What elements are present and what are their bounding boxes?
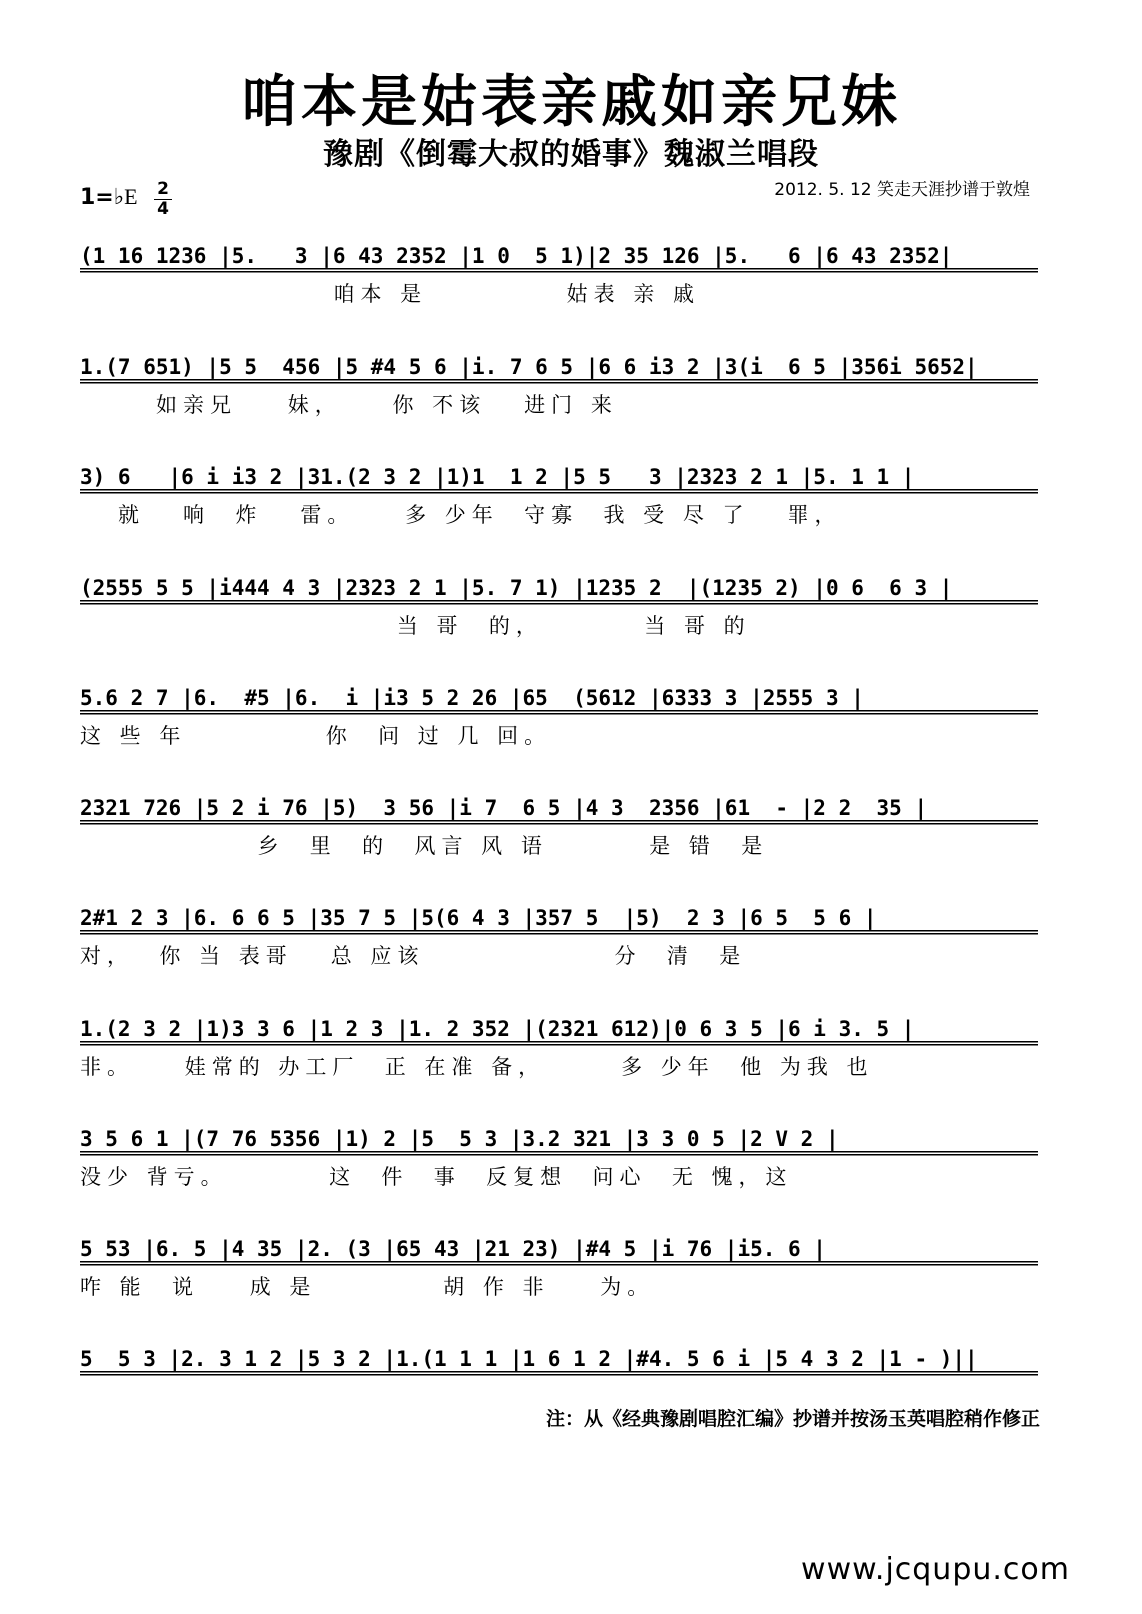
key-note: E — [124, 184, 138, 209]
score-line — [80, 787, 1038, 867]
notation-row: 3 5 6 1 |(7 76 5356 |1) 2 |5 5 3 |3.2 321 |3 3 0 5 |2 V 2 | — [80, 1118, 1038, 1160]
score-line — [80, 1008, 1038, 1088]
notation-row: 5 5 3 |2. 3 1 2 |5 3 2 |1.(1 1 1 |1 6 1 2 |#4. 5 6 i |5 4 3 2 |1 - )|| — [80, 1338, 1038, 1380]
lyric-row: 对， 你 当 表哥 总 应该 分 清 是 — [80, 944, 747, 968]
time-signature-numerator: 2 — [154, 180, 172, 200]
lyric-row: 非。 娃常的 办工厂 正 在准 备， 多 少年 他 为我 也 — [80, 1055, 874, 1079]
score-line — [80, 1228, 1038, 1308]
lyric-row: 就 响 炸 雷。 多 少年 守寡 我 受 尽 了 罪， — [80, 503, 842, 527]
lyric-row: 这 些 年 你 问 过 几 回。 — [80, 724, 552, 748]
lyric-row: 乡 里 的 风言 风 语 是 错 是 — [80, 834, 769, 858]
key-prefix: 1= — [80, 185, 114, 210]
lyric-row: 咱本 是 姑表 亲 戚 — [80, 282, 700, 306]
notation-row: (2555 5 5 |i444 4 3 |2323 2 1 |5. 7 1) |1235 2 |(1235 2) |0 6 6 3 | — [80, 567, 1038, 609]
key-flat: ♭ — [113, 184, 125, 209]
footnote: 注：从《经典豫剧唱腔汇编》抄谱并按汤玉英唱腔稍作修正 — [545, 1408, 1040, 1430]
notation-row: 5.6 2 7 |6. #5 |6. i |i3 5 2 26 |65 (5612 |6333 3 |2555 3 | — [80, 677, 1038, 719]
time-signature-denominator: 4 — [157, 199, 169, 219]
notation-row: 5 53 |6. 5 |4 35 |2. (3 |65 43 |21 23) |#4 5 |i 76 |i5. 6 | — [80, 1228, 1038, 1270]
page-subtitle: 豫剧《倒霉大叔的婚事》魏淑兰唱段 — [323, 137, 819, 172]
lyric-row: 如亲兄 妹， 你 不该 进门 来 — [80, 393, 618, 417]
notation-row: (1 16 1236 |5. 3 |6 43 2352 |1 0 5 1)|2 35 126 |5. 6 |6 43 2352| — [80, 235, 1038, 277]
score-line — [80, 456, 1038, 536]
notation-row: 3) 6 |6 i i3 2 |31.(2 3 2 |1)1 1 2 |5 5 3 |2323 2 1 |5. 1 1 | — [80, 456, 1038, 498]
score-line — [80, 346, 1038, 426]
lyric-row: 咋 能 说 成 是 胡 作 非 为。 — [80, 1275, 655, 1299]
score-line — [80, 567, 1038, 647]
lyric-row: 没少 背亏。 这 件 事 反复想 问心 无 愧，这 — [80, 1165, 793, 1189]
notation-row: 1.(2 3 2 |1)3 3 6 |1 2 3 |1. 2 352 |(2321 612)|0 6 3 5 |6 i 3. 5 | — [80, 1008, 1038, 1050]
notation-row: 2321 726 |5 2 i 76 |5) 3 56 |i 7 6 5 |4 3 2356 |61 - |2 2 35 | — [80, 787, 1038, 829]
score-line — [80, 677, 1038, 757]
transcription-credit: 2012. 5. 12 笑走天涯抄谱于敦煌 — [774, 180, 1030, 200]
watermark-url: www.jcqupu.com — [801, 1552, 1070, 1587]
score-line — [80, 1338, 1038, 1418]
notation-row: 2#1 2 3 |6. 6 6 5 |35 7 5 |5(6 4 3 |357 5 |5) 2 3 |6 5 5 6 | — [80, 897, 1038, 939]
key-signature — [80, 186, 138, 209]
lyric-row: 当 哥 的， 当 哥 的 — [80, 614, 751, 638]
score-line — [80, 897, 1038, 977]
score-line — [80, 1118, 1038, 1198]
score-line — [80, 235, 1038, 315]
page-title: 咱本是姑表亲戚如亲兄妹 — [241, 69, 901, 135]
notation-row: 1.(7 651) |5 5 456 |5 #4 5 6 |i. 7 6 5 |6 6 i3 2 |3(i 6 5 |356i 5652| — [80, 346, 1038, 388]
time-signature — [154, 180, 172, 219]
